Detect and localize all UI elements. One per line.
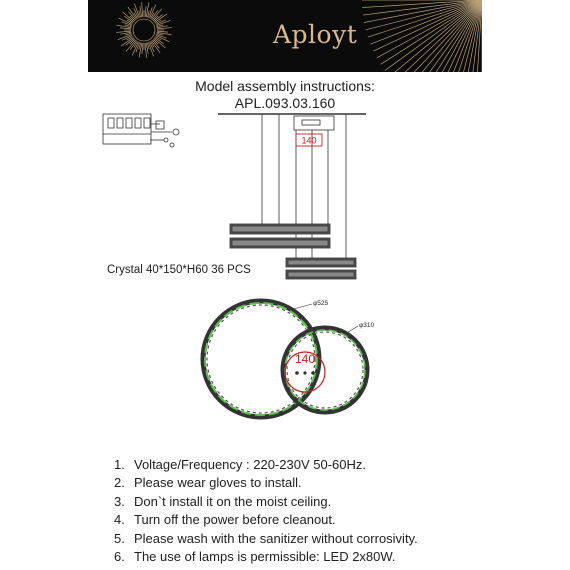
model-number: APL.093.03.160: [234, 95, 336, 111]
list-item: 2. Please wear gloves to install.: [114, 475, 302, 491]
list-item: 6. The use of lamps is permissible: LED 2x80W.: [114, 549, 396, 565]
rings-top-view: [203, 301, 367, 417]
wiring-diagram: [103, 114, 179, 147]
instruction-list: [114, 456, 418, 566]
list-item: 1. Voltage/Frequency : 220-230V 50-60Hz.: [114, 457, 366, 472]
list-item: 3. Don`t install it on the moist ceiling.: [114, 493, 332, 509]
pendant-side-view: [218, 114, 366, 279]
brand-name: Aployt: [273, 20, 358, 49]
list-item: 4. Turn off the power before cleanout.: [114, 512, 336, 528]
list-item: 5. Please wash with the sanitizer without corrosivity.: [114, 530, 418, 546]
dimension-label-canopy: 140: [294, 352, 316, 366]
dimension-label-top: 140: [301, 135, 317, 146]
diameter-small-label: φ310: [359, 322, 375, 329]
diameter-large-label: φ525: [313, 300, 329, 307]
document-title: Model assembly instructions:: [195, 78, 375, 94]
crystal-spec: Crystal 40*150*H60 36 PCS: [107, 264, 251, 276]
